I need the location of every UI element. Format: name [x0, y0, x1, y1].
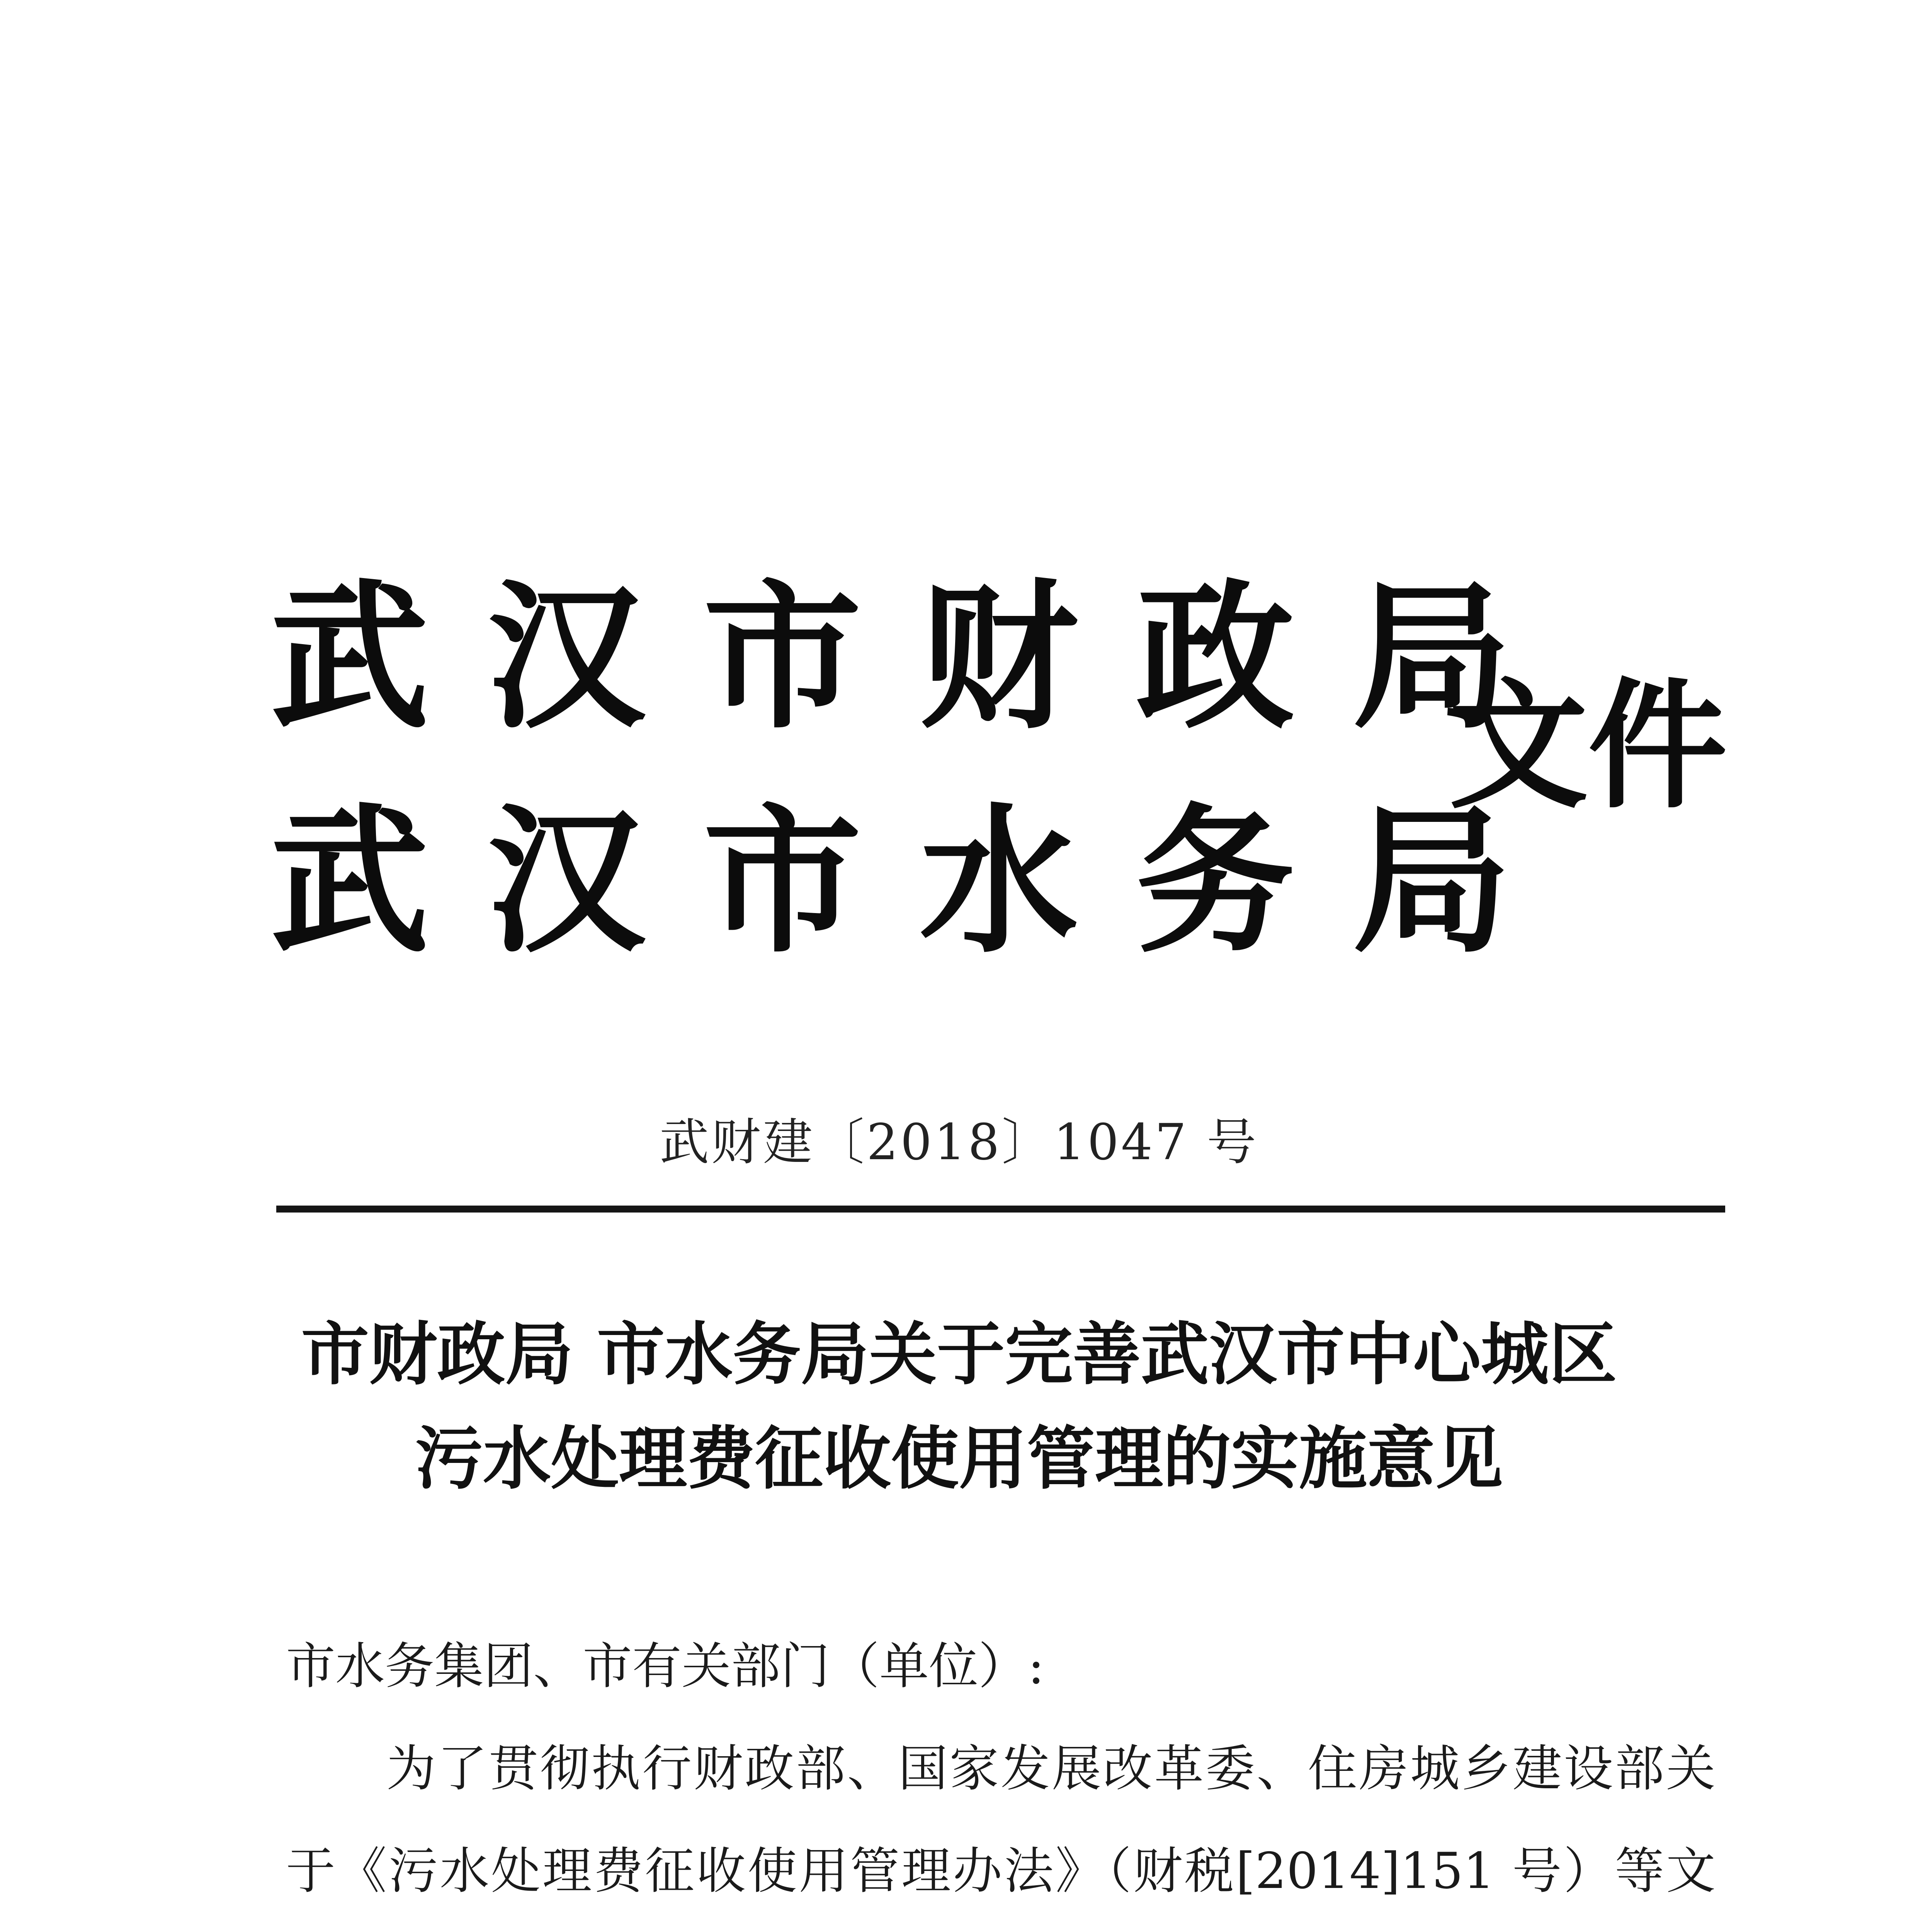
salutation: 市水务集团、市有关部门（单位）: [286, 1638, 1045, 1695]
body-paragraph: 为了贯彻执行财政部、国家发展改革委、住房城乡建设部关于《污水处理费征收使用管理办法》（财税[2014]151 号）等文 [286, 1740, 1716, 1900]
title-line-2: 污水处理费征收使用管理的实施意见 [415, 1418, 1503, 1498]
masthead-document-suffix: 文件 [1449, 664, 1727, 827]
issuer-char: 市 [703, 564, 862, 750]
issuer-line-water-bureau [270, 784, 1569, 978]
issuer-char: 市 [703, 788, 862, 974]
issuer-char: 局 [1352, 788, 1511, 974]
document-number: 武财建〔2018〕1047 号 [659, 1114, 1259, 1171]
issuer-char: 武 [270, 564, 429, 750]
issuer-char: 汉 [487, 788, 645, 974]
header-divider-rule [276, 1206, 1725, 1213]
issuer-char: 武 [270, 788, 429, 974]
document-title [232, 1302, 1686, 1511]
issuer-char: 财 [920, 564, 1078, 750]
issuer-char: 务 [1136, 788, 1294, 974]
issuer-char: 局 [1352, 564, 1511, 750]
document-body [286, 1615, 1716, 1932]
issuer-char: 水 [920, 788, 1078, 974]
issuer-line-finance-bureau [270, 560, 1569, 753]
masthead [270, 560, 1739, 985]
title-line-1: 市财政局 市水务局关于完善武汉市中心城区 [301, 1314, 1617, 1394]
issuer-char: 汉 [487, 564, 645, 750]
issuer-char: 政 [1136, 564, 1294, 750]
